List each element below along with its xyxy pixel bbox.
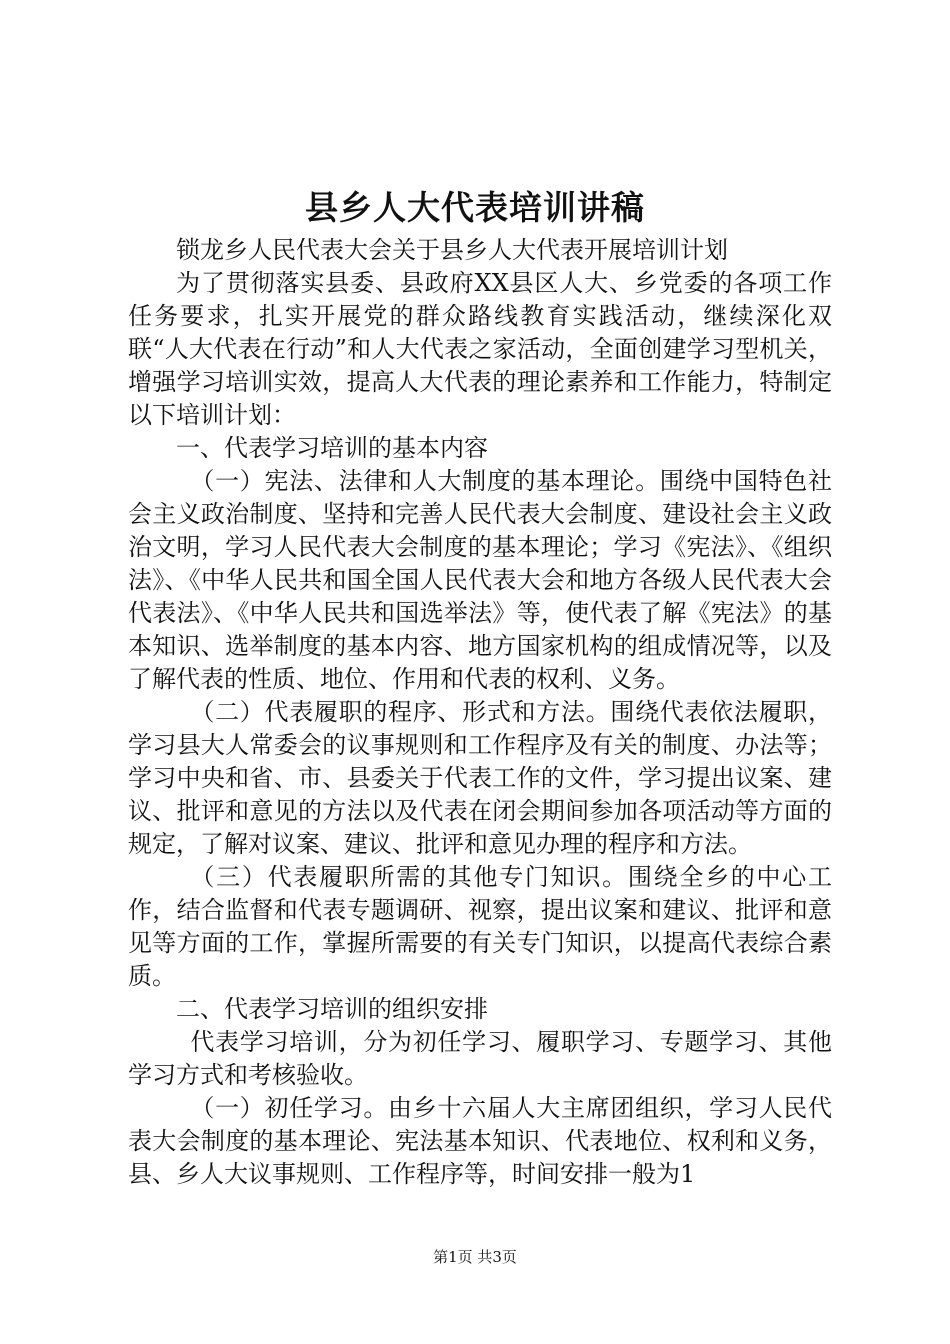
paragraph-item-1-1: （一）宪法、法律和人大制度的基本理论。围绕中国特色社会主义政治制度、坚持和完善人民代表大会制度、建设社会主义政治文明，学习人民代表大会制度的基本理论；学习《宪法》、《组织法》、《中华人民共和国全国人民代表大会和地方各级人民代表大会代表法》、《中华人民共和国选举法》等，使代表了解《宪法》的基本知识、选举制度的基本内容、地方国家机构的组成情况等，以及了解代表的性质、地位、作用和代表的权利、义务。: [128, 467, 832, 693]
paragraph-item-1-3: （三）代表履职所需的其他专门知识。围绕全乡的中心工作，结合监督和代表专题调研、视察，提出议案和建议、批评和意见等方面的工作，掌握所需要的有关专门知识，以提高代表综合素质。: [128, 863, 832, 990]
paragraph-item-2-1: （一）初任学习。由乡十六届人大主席团组织，学习人民代表大会制度的基本理论、宪法基本知识、代表地位、权利和义务，县、乡人大议事规则、工作程序等，时间安排一般为1: [128, 1094, 832, 1188]
paragraph-section-2-intro: 代表学习培训，分为初任学习、履职学习、专题学习、其他学习方式和考核验收。: [128, 1028, 832, 1089]
document-title: 县乡人大代表培训讲稿: [305, 188, 645, 227]
document-body: [128, 234, 832, 1191]
section-heading-1: 一、代表学习培训的基本内容: [176, 434, 488, 462]
paragraph-intro: 为了贯彻落实县委、县政府XX县区人大、乡党委的各项工作任务要求，扎实开展党的群众路线教育实践活动，继续深化双联“人大代表在行动”和人大代表之家活动，全面创建学习型机关，增强学习培训实效，提高人大代表的理论素养和工作能力，特制定以下培训计划：: [128, 269, 832, 429]
paragraph-heading-line: 锁龙乡人民代表大会关于县乡人大代表开展培训计划: [176, 236, 728, 264]
page-number-footer: 第1页 共3页: [433, 1248, 517, 1266]
section-heading-2: 二、代表学习培训的组织安排: [176, 995, 488, 1023]
paragraph-item-1-2: （二）代表履职的程序、形式和方法。围绕代表依法履职，学习县大人常委会的议事规则和工作程序及有关的制度、办法等；学习中央和省、市、县委关于代表工作的文件，学习提出议案、建议、批评和意见的方法以及代表在闭会期间参加各项活动等方面的规定，了解对议案、建议、批评和意见办理的程序和方法。: [128, 698, 832, 858]
